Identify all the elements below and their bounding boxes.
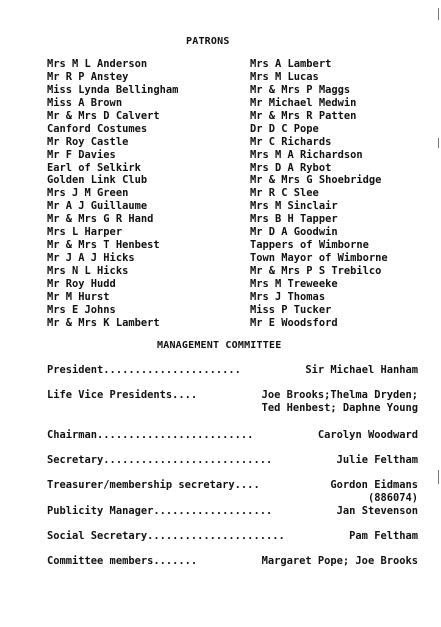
scan-edge-mark — [438, 470, 439, 484]
social-secretary-label: Social Secretary...................... — [47, 530, 285, 542]
chairman-name: Carolyn Woodward — [317, 429, 418, 441]
publicity-row — [47, 505, 418, 518]
scan-edge-mark — [438, 8, 439, 20]
patron-name: Mr Roy Castle — [47, 135, 129, 148]
patron-name: Mr & Mrs G R Hand — [47, 213, 154, 226]
president-name: Sir Michael Hanham — [305, 364, 418, 376]
patron-name: Mr & Mrs P S Trebilco — [250, 265, 382, 277]
patron-name: Mr J A J Hicks — [47, 252, 135, 265]
patrons-right-column — [250, 58, 388, 330]
life-vice-presidents-names: Joe Brooks;Thelma Dryden; — [261, 389, 418, 401]
patron-name: Mr D A Goodwin — [250, 226, 338, 239]
patron-name: Mrs E Johns — [47, 303, 116, 316]
patron-name: Mr & Mrs T Henbest — [47, 239, 160, 252]
management-heading: MANAGEMENT COMMITTEE — [157, 340, 282, 351]
life-vice-presidents-row — [47, 389, 418, 402]
patron-name: Mr F Davies — [47, 148, 116, 161]
president-label: President...................... — [47, 364, 241, 376]
treasurer-label: Treasurer/membership secretary.... — [47, 479, 260, 491]
patron-name: Mrs M Sinclair — [250, 200, 338, 213]
patron-name: Mr Roy Hudd — [47, 277, 116, 290]
treasurer-row — [47, 479, 418, 492]
patron-name: Mrs D A Rybot — [250, 161, 332, 174]
patron-name: Mr & Mrs G Shoebridge — [250, 174, 382, 187]
secretary-row — [47, 454, 418, 467]
patron-name: Mr R C Slee — [250, 187, 319, 200]
patron-name: Mr Michael Medwin — [250, 96, 357, 109]
patron-name: Canford Costumes — [47, 122, 148, 135]
chairman-label: Chairman......................... — [47, 429, 254, 441]
social-secretary-row — [47, 530, 418, 543]
patron-name: Mr R P Anstey — [47, 70, 129, 83]
publicity-label: Publicity Manager................... — [47, 505, 273, 517]
secretary-label: Secretary........................... — [47, 454, 273, 466]
patrons-heading: PATRONS — [186, 36, 230, 47]
patron-name: Miss A Brown — [47, 96, 123, 109]
treasurer-phone: (886074) — [367, 492, 418, 504]
patrons-left-column — [47, 58, 178, 330]
patron-name: Town Mayor of Wimborne — [250, 252, 388, 265]
patron-name: Mrs L Harper — [47, 226, 123, 239]
patron-name: Mrs M Lucas — [250, 70, 319, 83]
patron-name: Mr & Mrs R Patten — [250, 109, 357, 122]
treasurer-name: Gordon Eidmans — [330, 479, 418, 491]
secretary-name: Julie Feltham — [336, 454, 418, 466]
patron-name: Tappers of Wimborne — [250, 239, 369, 252]
patron-name: Miss Lynda Bellingham — [47, 83, 179, 96]
patron-name: Mr A J Guillaume — [47, 200, 148, 213]
chairman-row — [47, 429, 418, 442]
patron-name: Miss P Tucker — [250, 303, 332, 316]
president-row — [47, 364, 418, 377]
scan-edge-mark — [438, 138, 439, 148]
patron-name: Mrs J Thomas — [250, 290, 326, 303]
life-vice-presidents-names-continued: Ted Henbest; Daphne Young — [261, 402, 418, 414]
committee-members-label: Committee members....... — [47, 555, 198, 567]
social-secretary-name: Pam Feltham — [349, 530, 418, 542]
patron-name: Mrs M L Anderson — [47, 58, 148, 70]
committee-members-row — [47, 555, 418, 568]
patron-name: Mrs M A Richardson — [250, 148, 363, 161]
patron-name: Mr M Hurst — [47, 290, 110, 303]
patron-name: Mr C Richards — [250, 135, 332, 148]
patron-name: Mrs J M Green — [47, 187, 129, 200]
publicity-name: Jan Stevenson — [336, 505, 418, 517]
patron-name: Mr & Mrs D Calvert — [47, 109, 160, 122]
patron-name: Earl of Selkirk — [47, 161, 141, 174]
patron-name: Mrs M Treweeke — [250, 277, 338, 290]
committee-members-names: Margaret Pope; Joe Brooks — [261, 555, 418, 567]
life-vice-presidents-row-continued — [47, 402, 418, 415]
patron-name: Mr & Mrs K Lambert — [47, 316, 160, 329]
patron-name: Dr D C Pope — [250, 122, 319, 135]
patron-name: Mrs N L Hicks — [47, 265, 129, 277]
treasurer-row-continued — [47, 492, 418, 505]
patron-name: Mrs A Lambert — [250, 58, 332, 70]
life-vice-presidents-label: Life Vice Presidents.... — [47, 389, 198, 401]
patron-name: Mrs B H Tapper — [250, 213, 338, 226]
patron-name: Golden Link Club — [47, 174, 148, 187]
patron-name: Mr & Mrs P Maggs — [250, 83, 351, 96]
patron-name: Mr E Woodsford — [250, 316, 338, 329]
